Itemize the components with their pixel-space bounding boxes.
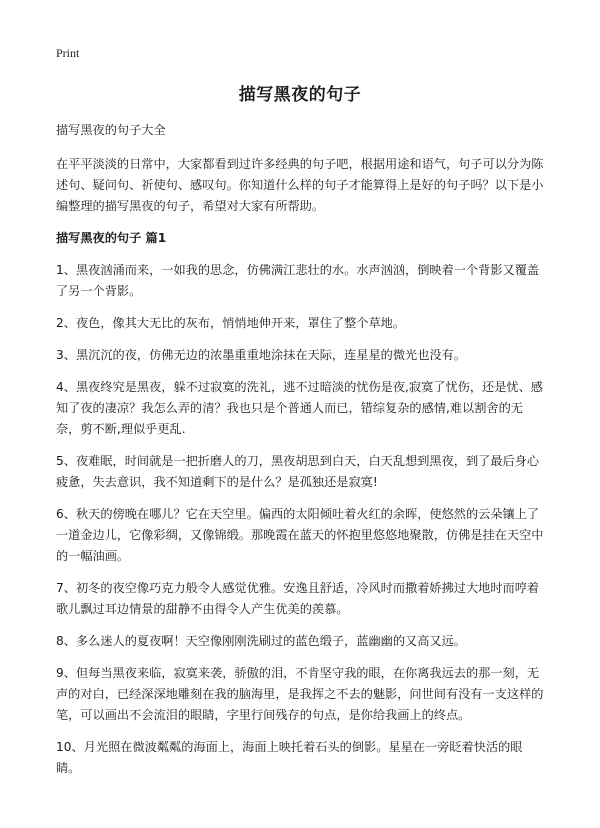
section-heading: 描写黑夜的句子 篇1 (56, 231, 167, 245)
list-item: 8、多么迷人的夏夜啊！天空像刚刚洗刷过的蓝色缎子，蓝幽幽的又高又远。 (56, 634, 466, 648)
list-item: 9、但每当黑夜来临，寂寞来袭，骄傲的泪，不肯坚守我的眼，在你离我远去的那一刻，无声的对白，已经深深地雕刻在我的脑海里，是我挥之不去的魅影，问世间有没有一支这样的笔，可以画出不会流泪的眼睛，字里行间残存的句点，是你给我画上的终点。 (56, 666, 544, 722)
list-item: 4、黑夜终究是黑夜，躲不过寂寞的洗礼，逃不过暗淡的忧伤是夜,寂寞了忧伤，还是忧、感知了夜的凄凉？我怎么弄的清？我也只是个普通人而已，错综复杂的感情,难以割舍的无奈，剪不断,理似乎更乱. (56, 380, 543, 436)
list-item: 7、初冬的夜空像巧克力般令人感觉优雅。安逸且舒适，冷风时而撒着娇拂过大地时而哼着歌儿飘过耳边情景的甜静不由得令人产生优美的羡慕。 (56, 581, 540, 616)
list-item: 1、黑夜汹涌而来，一如我的思念，仿佛满江悲壮的水。水声汹汹，倒映着一个背影又覆盖了另一个背影。 (56, 263, 540, 298)
list-item: 10、月光照在微波粼粼的海面上，海面上映托着石头的倒影。星星在一旁眨着快活的眼睛。 (56, 740, 523, 775)
list-item: 3、黑沉沉的夜，仿佛无边的浓墨重重地涂抹在天际，连星星的微光也没有。 (56, 348, 466, 362)
page-title: 描写黑夜的句子 (238, 85, 362, 105)
list-item: 2、夜色，像其大无比的灰布，悄悄地伸开来，罩住了整个草地。 (56, 316, 406, 330)
intro-paragraph: 在平平淡淡的日常中，大家都看到过许多经典的句子吧，根据用途和语气，句子可以分为陈述句、疑问句、祈使句、感叹句。你知道什么样的句子才能算得上是好的句子吗？以下是小编整理的描写黑夜的句子，希望对大家有所帮助。 (56, 157, 544, 213)
article-subtitle: 描写黑夜的句子大全 (56, 123, 166, 137)
print-link[interactable]: Print (56, 46, 80, 60)
article-body (56, 120, 544, 790)
list-item: 5、夜难眠，时间就是一把折磨人的刀，黑夜胡思到白天，白天乱想到黑夜，到了最后身心疲惫，失去意识，我不知道剩下的是什么？是孤独还是寂寞! (56, 454, 540, 489)
list-item: 6、秋天的傍晚在哪儿？它在天空里。偏西的太阳倾吐着火红的余晖，使悠然的云朵镶上了一道金边儿，它像彩绸，又像锦缎。那晚霞在蓝天的怀抱里悠悠地聚散，仿佛是挂在天空中的一幅油画。 (56, 507, 544, 563)
